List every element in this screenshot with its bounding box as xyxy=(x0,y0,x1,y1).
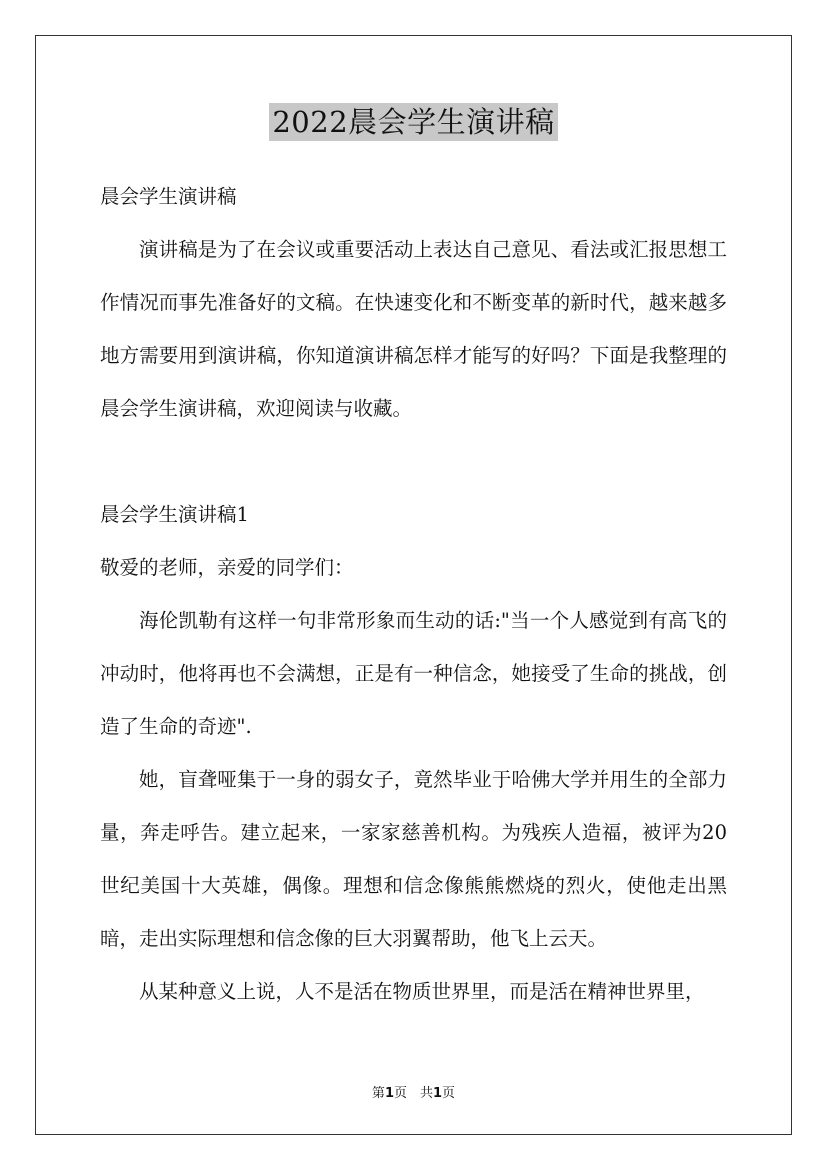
page-prefix: 第 xyxy=(371,1086,385,1101)
document-body xyxy=(100,170,727,1018)
page-footer xyxy=(0,1082,827,1101)
body-paragraph: 海伦凯勒有这样一句非常形象而生动的话:"当一个人感觉到有高飞的冲动时，他将再也不会满想，正是有一种信念，她接受了生命的挑战，创造了生命的奇迹". xyxy=(100,609,727,738)
section-spacer xyxy=(100,435,727,488)
intro-paragraph: 演讲稿是为了在会议或重要活动上表达自己意见、看法或汇报思想工作情况而事先准备好的文稿。在快速变化和不断变革的新时代，越来越多地方需要用到演讲稿，你知道演讲稿怎样才能写的好吗？下面是我整理的晨会学生演讲稿，欢迎阅读与收藏。 xyxy=(100,238,727,420)
body-paragraph: 从某种意义上说，人不是活在物质世界里，而是活在精神世界里， xyxy=(139,980,705,1003)
greeting: 敬爱的老师，亲爱的同学们： xyxy=(100,556,354,579)
body-paragraph: 她，盲聋哑集于一身的弱女子，竟然毕业于哈佛大学并用生的全部力量，奔走呼告。建立起来，一家家慈善机构。为残疾人造福，被评为20世纪美国十大英雄，偶像。理想和信念像熊熊燃烧的烈火，使他走出黑暗，走出实际理想和信念像的巨大羽翼帮助，他飞上云天。 xyxy=(100,768,727,950)
section-heading: 晨会学生演讲稿1 xyxy=(100,503,249,526)
page-suffix: 页 xyxy=(442,1086,456,1101)
title-container xyxy=(0,103,827,141)
page-total: 1 xyxy=(433,1086,443,1101)
page-mid: 页 共 xyxy=(393,1086,433,1101)
page-current: 1 xyxy=(384,1086,394,1101)
document-title: 2022晨会学生演讲稿 xyxy=(269,103,557,141)
document-subtitle: 晨会学生演讲稿 xyxy=(100,185,237,208)
